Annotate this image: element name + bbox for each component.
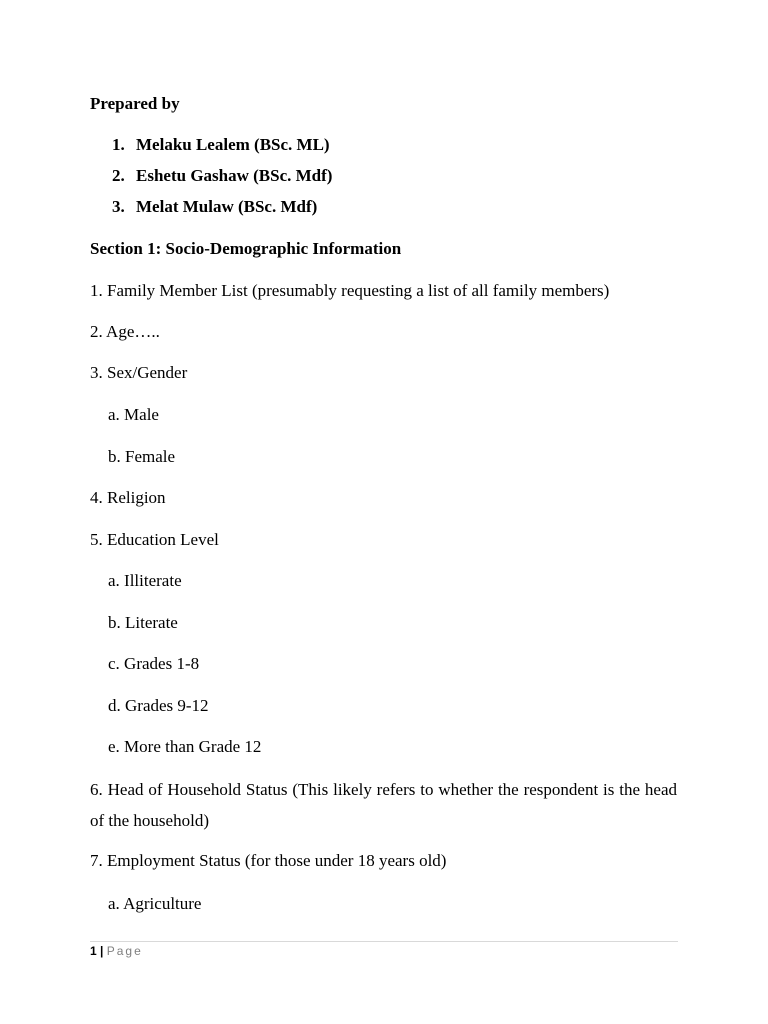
author-number: 2.: [112, 166, 125, 185]
section-title: Section 1: Socio-Demographic Information: [90, 239, 402, 258]
page-footer: [90, 943, 143, 959]
footer-separator: |: [100, 944, 104, 958]
question-2: 2. Age…..: [90, 322, 160, 341]
question-6: 6. Head of Household Status (This likely refers to whether the respondent is the head of the household): [90, 780, 677, 830]
question-5: 5. Education Level: [90, 530, 219, 549]
author-item: [112, 135, 330, 155]
page-number: 1: [90, 944, 97, 958]
question-7: 7. Employment Status (for those under 18 years old): [90, 851, 447, 870]
question-4: 4. Religion: [90, 488, 166, 507]
page-label: Page: [106, 944, 143, 958]
author-item: [112, 166, 332, 186]
option-item: a. Male: [108, 405, 159, 424]
option-item: c. Grades 1-8: [108, 654, 200, 673]
footer-divider: [90, 941, 678, 942]
author-name: Melaku Lealem (BSc. ML): [136, 135, 330, 154]
author-number: 3.: [112, 197, 125, 216]
question-3: 3. Sex/Gender: [90, 363, 188, 382]
option-item: e. More than Grade 12: [108, 737, 262, 756]
author-number: 1.: [112, 135, 125, 154]
author-item: [112, 197, 317, 217]
prepared-by-heading: Prepared by: [90, 94, 180, 113]
author-name: Melat Mulaw (BSc. Mdf): [136, 197, 318, 216]
question-1: 1. Family Member List (presumably requesting a list of all family members): [90, 281, 610, 300]
option-item: a. Illiterate: [108, 571, 182, 590]
option-item: a. Agriculture: [108, 894, 202, 913]
option-item: b. Female: [108, 447, 176, 466]
option-item: b. Literate: [108, 613, 178, 632]
option-item: d. Grades 9-12: [108, 696, 209, 715]
author-name: Eshetu Gashaw (BSc. Mdf): [136, 166, 333, 185]
